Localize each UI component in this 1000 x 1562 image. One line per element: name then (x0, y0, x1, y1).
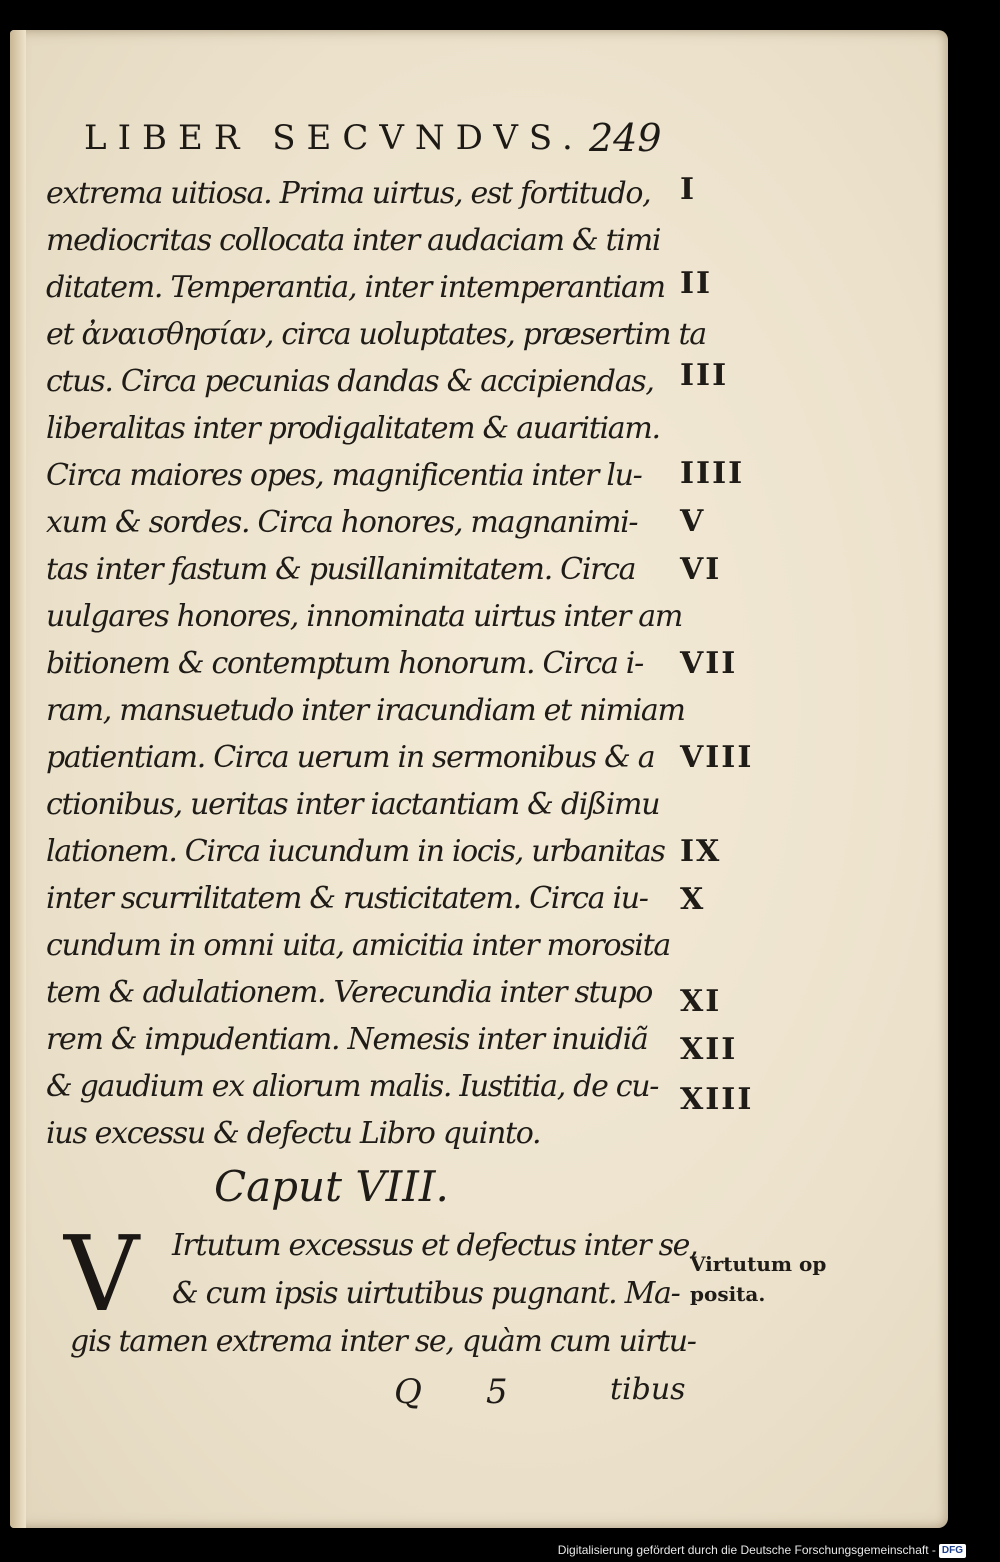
signature-mark: Q (394, 1372, 422, 1412)
margin-numeral: XIII (680, 1082, 754, 1117)
text-line: ctus. Circa pecunias dandas & accipiendas, (46, 364, 654, 399)
margin-numeral: XII (680, 1032, 738, 1067)
margin-numeral: IX (680, 834, 722, 869)
text-line: tem & adulationem. Verecundia inter stupo (46, 975, 652, 1010)
margin-numeral: VI (680, 552, 722, 587)
margin-numeral: IIII (680, 456, 745, 491)
text-line: liberalitas inter prodigalitatem & auaritiam. (46, 411, 660, 446)
text-line: Circa maiores opes, magnificentia inter lu- (46, 458, 642, 493)
text-line: Irtutum excessus et defectus inter se, (172, 1228, 698, 1263)
margin-numeral: II (680, 266, 713, 301)
margin-numeral: XI (680, 984, 722, 1019)
text-line: ctionibus, ueritas inter iactantiam & dißimu (46, 787, 660, 822)
dfg-logo: DFG (939, 1544, 966, 1558)
text-line: extrema uitiosa. Prima uirtus, est fortitudo, (46, 176, 651, 211)
signature-number: 5 (486, 1372, 508, 1412)
text-line: & cum ipsis uirtutibus pugnant. Ma- (172, 1276, 680, 1311)
text-line: tas inter fastum & pusillanimitatem. Circa (46, 552, 636, 587)
text-line: xum & sordes. Circa honores, magnanimi- (46, 505, 638, 540)
text-line: ditatem. Temperantia, inter intemperantiam (46, 270, 665, 305)
text-line: inter scurrilitatem & rusticitatem. Circa iu- (46, 881, 648, 916)
margin-numeral: III (680, 358, 729, 393)
text-line: & gaudium ex aliorum malis. Iustitia, de cu- (46, 1069, 659, 1104)
text-line: et ἀναισθησίαν, circa uoluptates, præsertim ta (46, 317, 706, 352)
credit-text: Digitalisierung gefördert durch die Deutsche Forschungsgemeinschaft - (557, 1543, 936, 1557)
text-line: rem & impudentiam. Nemesis inter inuidiã (46, 1022, 648, 1057)
running-title: LIBER SECVNDVS. (84, 118, 584, 158)
page-number: 249 (589, 116, 662, 160)
text-line: uulgares honores, innominata uirtus inter am (46, 599, 683, 634)
text-line: cundum in omni uita, amicitia inter morosita (46, 928, 670, 963)
page-gutter (10, 30, 26, 1528)
margin-numeral: I (680, 172, 697, 207)
text-line: ram, mansuetudo inter iracundiam et nimiam (46, 693, 685, 728)
text-line: mediocritas collocata inter audaciam & timi (46, 223, 661, 258)
margin-numeral: X (680, 882, 706, 917)
side-note-line: Virtutum op (690, 1252, 827, 1276)
running-header (84, 118, 684, 166)
side-note-line: posita. (690, 1282, 766, 1306)
digitization-credit (558, 1540, 966, 1560)
margin-numeral: VII (680, 646, 738, 681)
text-line: ius excessu & defectu Libro quinto. (46, 1116, 541, 1151)
text-line: lationem. Circa iucundum in iocis, urbanitas (46, 834, 665, 869)
text-line: gis tamen extrema inter se, quàm cum uirtu- (70, 1324, 696, 1359)
text-line: patientiam. Circa uerum in sermonibus & a (46, 740, 655, 775)
text-line: bitionem & contemptum honorum. Circa i- (46, 646, 643, 681)
chapter-heading: Caput VIII. (214, 1162, 449, 1211)
margin-numeral: V (680, 504, 706, 539)
margin-numeral: VIII (680, 740, 754, 775)
drop-cap-initial: V (64, 1213, 140, 1335)
catchword: tibus (610, 1372, 686, 1407)
